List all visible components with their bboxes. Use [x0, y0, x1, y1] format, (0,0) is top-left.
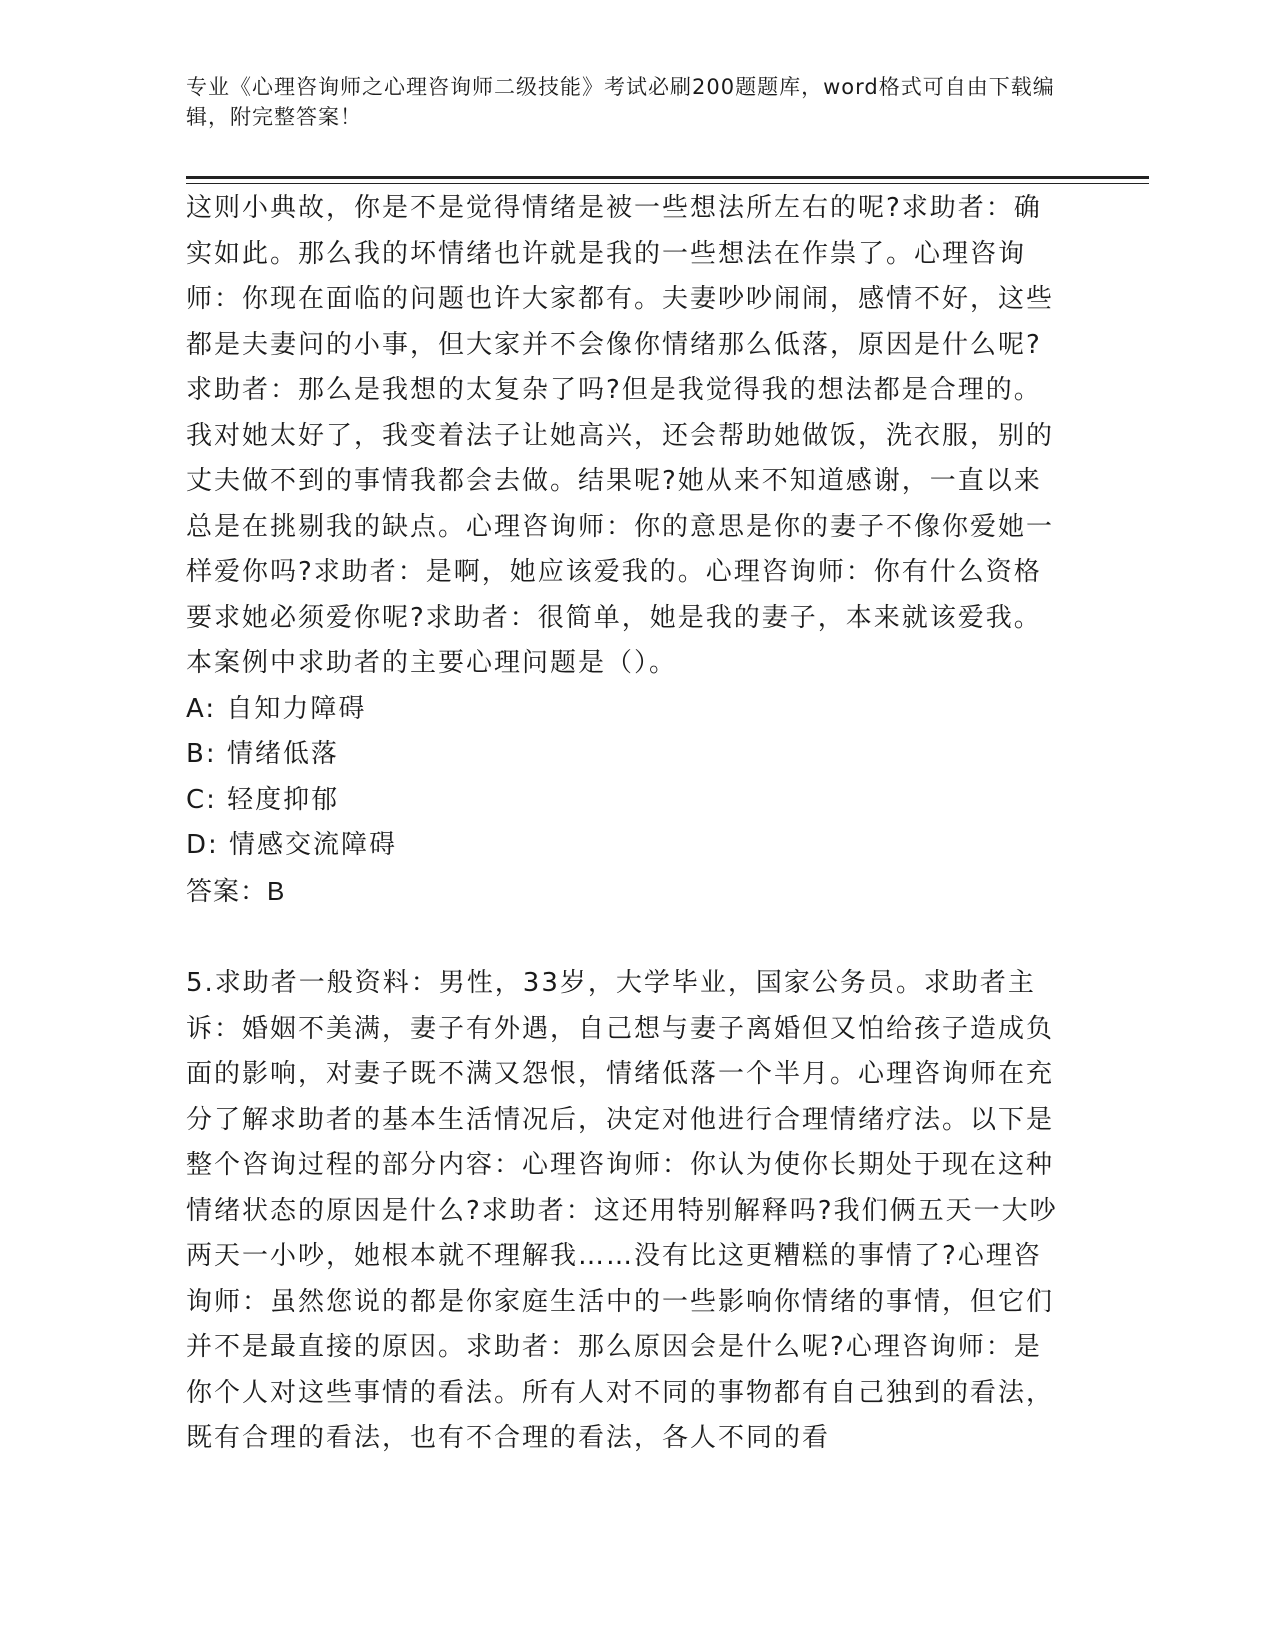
answer-line [186, 869, 1066, 916]
page-header: 专业《心理咨询师之心理咨询师二级技能》考试必刷200题题库，word格式可自由下载编辑，附完整答案！ [186, 75, 1055, 129]
header-rule-thick [186, 176, 1149, 179]
answer-value: B [267, 875, 286, 906]
option-c: C: 轻度抑郁 [186, 784, 340, 815]
section-spacer [186, 915, 1066, 961]
question-4-text: 这则小典故，你是不是觉得情绪是被一些想法所左右的呢?求助者：确实如此。那么我的坏情绪也许就是我的一些想法在作祟了。心理咨询师：你现在面临的问题也许大家都有。夫妻吵吵闹闹，感情不好，这些都是夫妻问的小事，但大家并不会像你情绪那么低落，原因是什么呢?求助者：那么是我想的太复杂了吗?但是我觉得我的想法都是合理的。我对她太好了，我变着法子让她高兴，还会帮助她做饭，洗衣服，别的丈夫做不到的事情我都会去做。结果呢?她从来不知道感谢，一直以来总是在挑剔我的缺点。心理咨询师：你的意思是你的妻子不像你爱她一样爱你吗?求助者：是啊，她应该爱我的。心理咨询师：你有什么资格要求她必须爱你呢?求助者：很简单，她是我的妻子，本来就该爱我。本案例中求助者的主要心理问题是（）。 [186, 193, 1055, 678]
header-rule-thin [186, 183, 1149, 184]
option-b: B: 情绪低落 [186, 739, 339, 769]
document-body [186, 186, 1066, 1462]
question-5-text: 5.求助者一般资料：男性，33岁，大学毕业，国家公务员。求助者主诉：婚姻不美满，妻子有外遇，自己想与妻子离婚但又怕给孩子造成负面的影响，对妻子既不满又怨恨，情绪低落一个半月。心理咨询师在充分了解求助者的基本生活情况后，决定对他进行合理情绪疗法。以下是整个咨询过程的部分内容：心理咨询师：你认为使你长期处于现在这种情绪状态的原因是什么?求助者：这还用特别解释吗?我们俩五天一大吵两天一小吵，她根本就不理解我……没有比这更糟糕的事情了?心理咨询师：虽然您说的都是你家庭生活中的一些影响你情绪的事情，但它们并不是最直接的原因。求助者：那么原因会是什么呢?心理咨询师：是你个人对这些事情的看法。所有人对不同的事物都有自己独到的看法，既有合理的看法，也有不合理的看法，各人不同的看 [186, 968, 1058, 1453]
option-d: D: 情感交流障碍 [186, 830, 398, 860]
answer-label: 答案： [186, 875, 268, 906]
option-a: A: 自知力障碍 [186, 693, 367, 724]
